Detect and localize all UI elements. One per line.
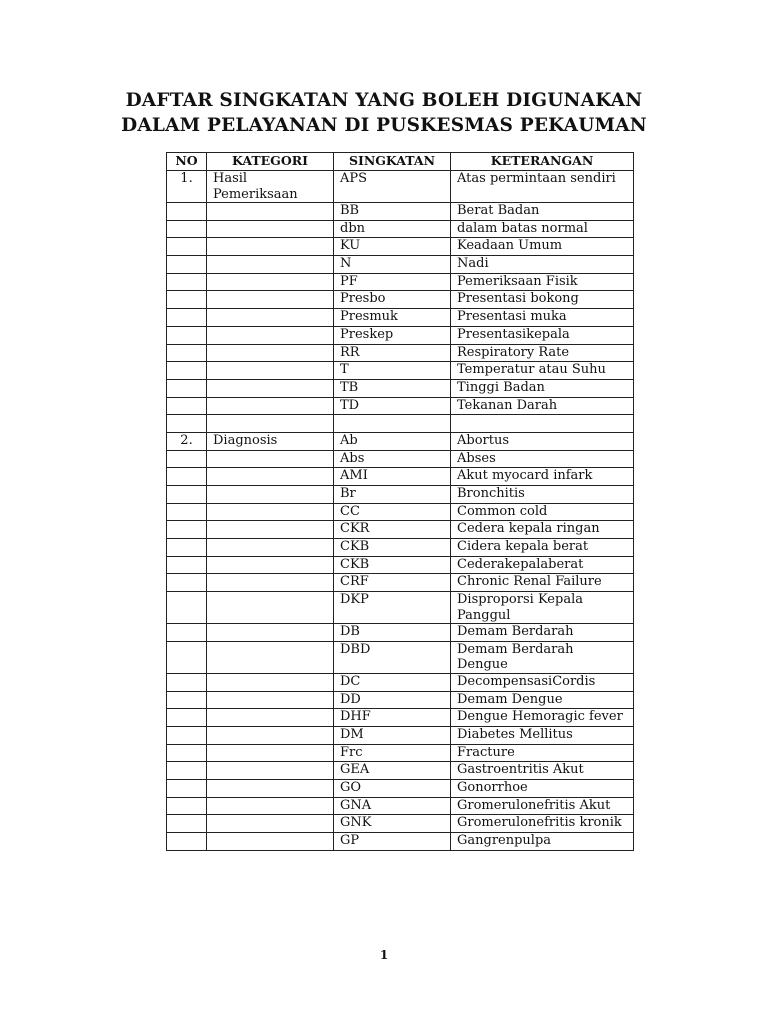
cell-keterangan: Nadi: [451, 256, 634, 274]
table-row: [167, 344, 634, 362]
cell-singkatan: DB: [334, 624, 451, 642]
cell-singkatan: APS: [334, 171, 451, 203]
cell-no: [167, 641, 207, 673]
header-keterangan: KETERANGAN: [451, 153, 634, 171]
cell-keterangan: dalam batas normal: [451, 220, 634, 238]
table-row: [167, 397, 634, 415]
cell-singkatan: Ab: [334, 432, 451, 450]
cell-keterangan: Demam Dengue: [451, 691, 634, 709]
cell-kategori: [207, 762, 334, 780]
cell-keterangan: Presentasikepala: [451, 326, 634, 344]
cell-kategori: Diagnosis: [207, 432, 334, 450]
cell-kategori: [207, 592, 334, 624]
cell-keterangan: Disproporsi Kepala Panggul: [451, 592, 634, 624]
cell-no: [167, 291, 207, 309]
cell-keterangan: Fracture: [451, 744, 634, 762]
table-row: [167, 574, 634, 592]
cell-no: [167, 379, 207, 397]
cell-no: [167, 486, 207, 504]
abbreviation-table: [166, 152, 634, 851]
cell-singkatan: GO: [334, 779, 451, 797]
cell-singkatan: Abs: [334, 450, 451, 468]
cell-kategori: [207, 574, 334, 592]
cell-keterangan: Cederakepalaberat: [451, 556, 634, 574]
table-row: [167, 379, 634, 397]
cell-no: [167, 256, 207, 274]
cell-no: [167, 503, 207, 521]
table-row: [167, 362, 634, 380]
cell-keterangan: Tinggi Badan: [451, 379, 634, 397]
cell-singkatan: GNA: [334, 797, 451, 815]
table-row: [167, 450, 634, 468]
cell-kategori: [207, 641, 334, 673]
page-title-line-1: DAFTAR SINGKATAN YANG BOLEH DIGUNAKAN: [125, 90, 643, 111]
cell-singkatan: T: [334, 362, 451, 380]
cell-keterangan: Gangrenpulpa: [451, 833, 634, 851]
cell-kategori: [207, 815, 334, 833]
table-row: [167, 797, 634, 815]
cell-keterangan: Pemeriksaan Fisik: [451, 273, 634, 291]
table-row: [167, 779, 634, 797]
cell-singkatan: DD: [334, 691, 451, 709]
cell-no: [167, 220, 207, 238]
cell-kategori: [207, 521, 334, 539]
cell-kategori: [207, 486, 334, 504]
cell-kategori: [207, 256, 334, 274]
cell-keterangan: Tekanan Darah: [451, 397, 634, 415]
cell-singkatan: DHF: [334, 709, 451, 727]
cell-kategori: [207, 691, 334, 709]
cell-no: [167, 273, 207, 291]
cell-no: [167, 203, 207, 221]
cell-no: [167, 797, 207, 815]
cell-keterangan: Akut myocard infark: [451, 468, 634, 486]
cell-singkatan: TB: [334, 379, 451, 397]
cell-no: [167, 726, 207, 744]
cell-kategori: [207, 238, 334, 256]
table-row: [167, 220, 634, 238]
cell-no: [167, 815, 207, 833]
cell-keterangan: Keadaan Umum: [451, 238, 634, 256]
cell-keterangan: Atas permintaan sendiri: [451, 171, 634, 203]
table-row: [167, 641, 634, 673]
table-row: [167, 539, 634, 557]
table-row: [167, 691, 634, 709]
cell-singkatan: N: [334, 256, 451, 274]
cell-kategori: Hasil Pemeriksaan: [207, 171, 334, 203]
cell-keterangan: Gromerulonefritis kronik: [451, 815, 634, 833]
cell-keterangan: Demam Berdarah Dengue: [451, 641, 634, 673]
cell-kategori: [207, 220, 334, 238]
cell-singkatan: GNK: [334, 815, 451, 833]
table-row: [167, 762, 634, 780]
cell-kategori: [207, 203, 334, 221]
cell-keterangan: Gromerulonefritis Akut: [451, 797, 634, 815]
cell-singkatan: CRF: [334, 574, 451, 592]
table-row: [167, 256, 634, 274]
table-row: [167, 326, 634, 344]
cell-no: [167, 779, 207, 797]
table-row: [167, 291, 634, 309]
cell-kategori: [207, 309, 334, 327]
header-no: NO: [167, 153, 207, 171]
cell-kategori: [207, 326, 334, 344]
cell-kategori: [207, 468, 334, 486]
cell-singkatan: BB: [334, 203, 451, 221]
cell-no: [167, 574, 207, 592]
cell-keterangan: Diabetes Mellitus: [451, 726, 634, 744]
table-row: [167, 171, 634, 203]
cell-keterangan: Gastroentritis Akut: [451, 762, 634, 780]
cell-keterangan: Presentasi bokong: [451, 291, 634, 309]
cell-singkatan: PF: [334, 273, 451, 291]
cell-no: [167, 326, 207, 344]
cell-no: [167, 833, 207, 851]
table-row: [167, 415, 634, 433]
table-row: [167, 556, 634, 574]
header-kategori: KATEGORI: [207, 153, 334, 171]
cell-keterangan: Cidera kepala berat: [451, 539, 634, 557]
cell-kategori: [207, 273, 334, 291]
table-row: [167, 815, 634, 833]
cell-singkatan: DKP: [334, 592, 451, 624]
cell-kategori: [207, 624, 334, 642]
cell-no: [167, 673, 207, 691]
cell-keterangan: Demam Berdarah: [451, 624, 634, 642]
cell-no: [167, 744, 207, 762]
cell-no: [167, 709, 207, 727]
page-title-line-2: DALAM PELAYANAN DI PUSKESMAS PEKAUMAN: [121, 115, 647, 136]
cell-singkatan: TD: [334, 397, 451, 415]
cell-singkatan: DBD: [334, 641, 451, 673]
cell-singkatan: Br: [334, 486, 451, 504]
cell-kategori: [207, 291, 334, 309]
cell-no: 2.: [167, 432, 207, 450]
cell-keterangan: Abortus: [451, 432, 634, 450]
cell-no: [167, 762, 207, 780]
table-row: [167, 238, 634, 256]
cell-kategori: [207, 503, 334, 521]
cell-kategori: [207, 833, 334, 851]
cell-keterangan: Respiratory Rate: [451, 344, 634, 362]
table-row: [167, 468, 634, 486]
header-singkatan: SINGKATAN: [334, 153, 451, 171]
cell-kategori: [207, 379, 334, 397]
cell-singkatan: dbn: [334, 220, 451, 238]
cell-singkatan: CC: [334, 503, 451, 521]
cell-no: [167, 592, 207, 624]
cell-kategori: [207, 744, 334, 762]
cell-singkatan: GEA: [334, 762, 451, 780]
cell-keterangan: Abses: [451, 450, 634, 468]
cell-no: [167, 468, 207, 486]
cell-no: [167, 691, 207, 709]
cell-keterangan: Gonorrhoe: [451, 779, 634, 797]
cell-no: [167, 539, 207, 557]
cell-kategori: [207, 344, 334, 362]
cell-kategori: [207, 415, 334, 433]
cell-kategori: [207, 362, 334, 380]
cell-keterangan: Berat Badan: [451, 203, 634, 221]
cell-no: [167, 556, 207, 574]
cell-singkatan: DM: [334, 726, 451, 744]
table-row: [167, 833, 634, 851]
cell-kategori: [207, 709, 334, 727]
cell-singkatan: DC: [334, 673, 451, 691]
cell-singkatan: Preskep: [334, 326, 451, 344]
cell-singkatan: Presbo: [334, 291, 451, 309]
cell-singkatan: GP: [334, 833, 451, 851]
table-row: [167, 309, 634, 327]
cell-keterangan: Presentasi muka: [451, 309, 634, 327]
table-row: [167, 624, 634, 642]
cell-no: [167, 521, 207, 539]
cell-no: 1.: [167, 171, 207, 203]
table-row: [167, 503, 634, 521]
cell-no: [167, 344, 207, 362]
cell-no: [167, 362, 207, 380]
table-row: [167, 744, 634, 762]
page-number: 1: [379, 948, 389, 962]
cell-singkatan: CKB: [334, 556, 451, 574]
cell-kategori: [207, 726, 334, 744]
table-row: [167, 273, 634, 291]
table-row: [167, 673, 634, 691]
cell-singkatan: KU: [334, 238, 451, 256]
cell-keterangan: Dengue Hemoragic fever: [451, 709, 634, 727]
cell-no: [167, 397, 207, 415]
cell-keterangan: Common cold: [451, 503, 634, 521]
table-row: [167, 203, 634, 221]
cell-singkatan: RR: [334, 344, 451, 362]
cell-keterangan: Temperatur atau Suhu: [451, 362, 634, 380]
table-row: [167, 709, 634, 727]
cell-kategori: [207, 539, 334, 557]
cell-singkatan: CKB: [334, 539, 451, 557]
table-header-row: [167, 153, 634, 171]
cell-kategori: [207, 450, 334, 468]
cell-kategori: [207, 673, 334, 691]
cell-keterangan: Chronic Renal Failure: [451, 574, 634, 592]
cell-singkatan: CKR: [334, 521, 451, 539]
cell-no: [167, 624, 207, 642]
cell-kategori: [207, 397, 334, 415]
table-row: [167, 486, 634, 504]
cell-singkatan: AMI: [334, 468, 451, 486]
table-row: [167, 521, 634, 539]
cell-keterangan: DecompensasiCordis: [451, 673, 634, 691]
cell-singkatan: Frc: [334, 744, 451, 762]
cell-keterangan: [451, 415, 634, 433]
cell-kategori: [207, 779, 334, 797]
table-row: [167, 592, 634, 624]
cell-singkatan: Presmuk: [334, 309, 451, 327]
cell-kategori: [207, 797, 334, 815]
cell-keterangan: Cedera kepala ringan: [451, 521, 634, 539]
cell-keterangan: Bronchitis: [451, 486, 634, 504]
cell-singkatan: [334, 415, 451, 433]
cell-no: [167, 238, 207, 256]
cell-no: [167, 415, 207, 433]
cell-no: [167, 450, 207, 468]
cell-kategori: [207, 556, 334, 574]
table-row: [167, 432, 634, 450]
cell-no: [167, 309, 207, 327]
table-row: [167, 726, 634, 744]
